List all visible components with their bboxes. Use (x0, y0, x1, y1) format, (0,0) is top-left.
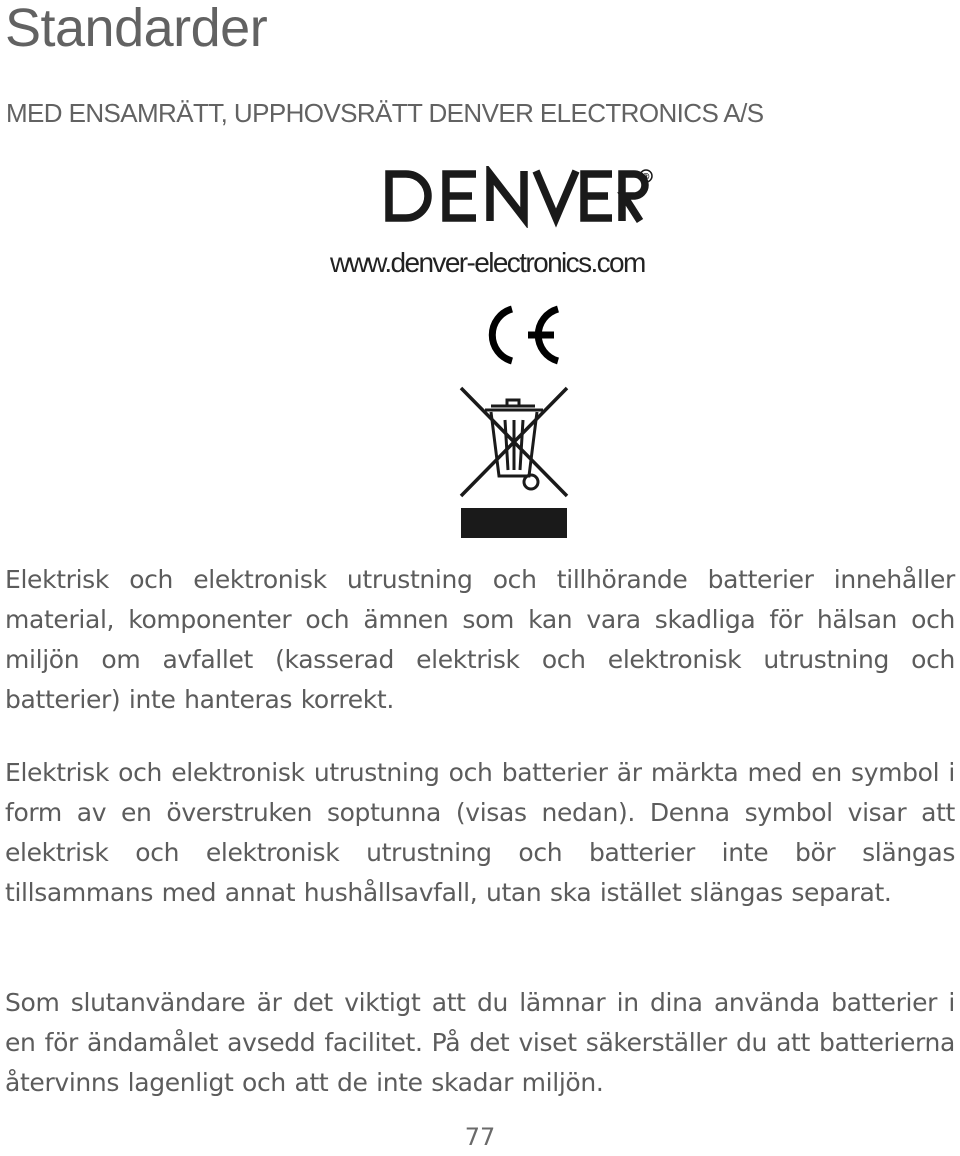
page-number: 77 (464, 1123, 496, 1151)
logo-url: www.denver-electronics.com (330, 247, 645, 278)
logo-letter-v (536, 171, 576, 218)
logo-letter-d (389, 174, 428, 218)
logo-letter-n (490, 171, 524, 221)
copyright-notice: MED ENSAMRÄTT, UPPHOVSRÄTT DENVER ELECTRONICS A/S (6, 98, 764, 128)
ce-mark-icon (472, 303, 564, 367)
logo-letter-e2 (584, 174, 612, 218)
paragraph-disposal: Som slutanvändare är det viktigt att du lämnar in dina använda batterier i en för ändamålet avsedd facilitet. På det viset säkerställer du att batterierna återvinns lagenligt och att de inte skadar miljön. (5, 988, 955, 1097)
crossed-out-wheelie-bin-icon (455, 384, 573, 540)
paragraph-hazard: Elektrisk och elektronisk utrustning och tillhörande batterier innehåller material, komponenter och ämnen som kan vara skadliga för hälsan och miljön om avfallet (kasserad elektrisk och elektronisk utrustning och batterier) inte hanteras korrekt. (5, 565, 955, 714)
svg-text:®: ® (641, 172, 651, 183)
logo-letter-e (446, 174, 476, 218)
registered-mark-icon (640, 170, 652, 183)
page-title: Standarder (5, 0, 268, 58)
paragraph-symbol: Elektrisk och elektronisk utrustning och batterier är märkta med en symbol i form av en överstruken soptunna (visas nedan). Denna symbol visar att elektrisk och elektronisk utrustning och batterier inte bör slängas tillsammans med annat hushållsavfall, utan ska istället slängas separat. (5, 758, 955, 907)
denver-logo (384, 166, 654, 228)
